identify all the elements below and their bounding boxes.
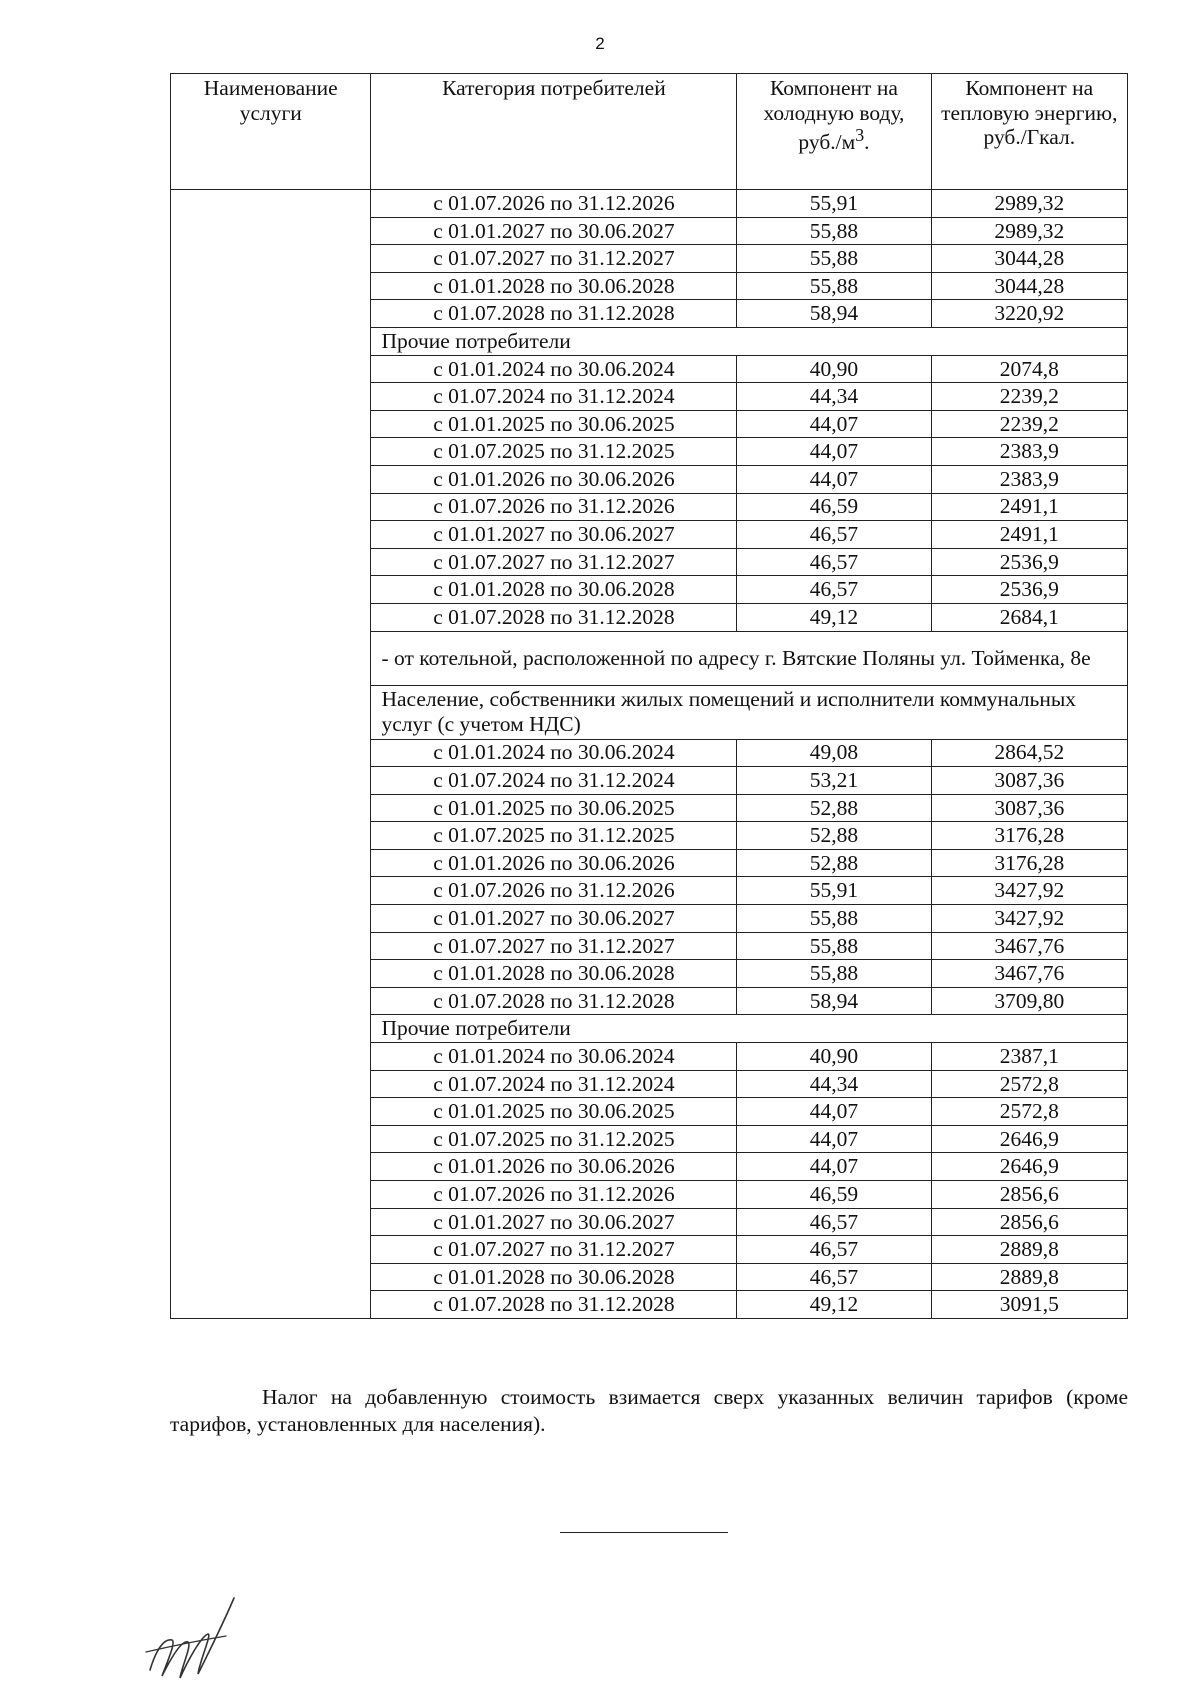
period-cell: с 01.07.2026 по 31.12.2026 xyxy=(371,1181,737,1209)
heat-value: 2646,9 xyxy=(931,1153,1127,1181)
cold-water-value: 55,91 xyxy=(737,190,931,218)
heat-value: 3176,28 xyxy=(931,849,1127,877)
cold-water-value: 55,88 xyxy=(737,245,931,273)
cold-water-value: 55,88 xyxy=(737,217,931,245)
period-cell: с 01.07.2027 по 31.12.2027 xyxy=(371,548,737,576)
cold-water-value: 55,91 xyxy=(737,877,931,905)
period-cell: с 01.01.2027 по 30.06.2027 xyxy=(371,217,737,245)
heat-value: 2989,32 xyxy=(931,217,1127,245)
period-cell: с 01.01.2025 по 30.06.2025 xyxy=(371,1098,737,1126)
cold-water-value: 40,90 xyxy=(737,355,931,383)
category-label: Население, собственники жилых помещений и исполнители коммунальных услуг (с учетом НДС) xyxy=(371,685,1128,739)
heat-value: 2491,1 xyxy=(931,493,1127,521)
cold-water-value: 44,07 xyxy=(737,1098,931,1126)
period-cell: с 01.07.2024 по 31.12.2024 xyxy=(371,383,737,411)
cold-water-value: 44,34 xyxy=(737,1070,931,1098)
tariff-table xyxy=(170,73,1128,1319)
period-cell: с 01.01.2026 по 30.06.2026 xyxy=(371,465,737,493)
cold-water-value: 52,88 xyxy=(737,794,931,822)
cold-water-value: 55,88 xyxy=(737,960,931,988)
header-cold-water-sup: 3 xyxy=(855,125,865,146)
cold-water-value: 46,59 xyxy=(737,1181,931,1209)
cold-water-value: 46,57 xyxy=(737,576,931,604)
heat-value: 2572,8 xyxy=(931,1098,1127,1126)
period-cell: с 01.07.2028 по 31.12.2028 xyxy=(371,603,737,631)
period-cell: с 01.07.2028 по 31.12.2028 xyxy=(371,300,737,328)
heat-value: 2989,32 xyxy=(931,190,1127,218)
cold-water-value: 58,94 xyxy=(737,987,931,1015)
period-cell: с 01.07.2028 по 31.12.2028 xyxy=(371,1291,737,1319)
period-cell: с 01.01.2026 по 30.06.2026 xyxy=(371,849,737,877)
heat-value: 3467,76 xyxy=(931,932,1127,960)
heat-value: 3220,92 xyxy=(931,300,1127,328)
period-cell: с 01.07.2028 по 31.12.2028 xyxy=(371,987,737,1015)
cold-water-value: 46,59 xyxy=(737,493,931,521)
period-cell: с 01.07.2027 по 31.12.2027 xyxy=(371,245,737,273)
period-cell: с 01.01.2024 по 30.06.2024 xyxy=(371,739,737,767)
period-cell: с 01.01.2025 по 30.06.2025 xyxy=(371,410,737,438)
cold-water-value: 40,90 xyxy=(737,1043,931,1071)
category-label: - от котельной, расположенной по адресу г. Вятские Поляны ул. Тойменка, 8е xyxy=(371,631,1128,685)
cold-water-value: 49,12 xyxy=(737,603,931,631)
cold-water-value: 55,88 xyxy=(737,932,931,960)
service-name-cell xyxy=(171,190,371,1319)
heat-value: 2239,2 xyxy=(931,410,1127,438)
header-cold-water xyxy=(737,74,931,190)
heat-value: 3709,80 xyxy=(931,987,1127,1015)
period-cell: с 01.07.2024 по 31.12.2024 xyxy=(371,767,737,795)
closing-rule xyxy=(560,1532,728,1533)
cold-water-value: 44,07 xyxy=(737,465,931,493)
header-heat: Компонент на тепловую энергию, руб./Гкал. xyxy=(931,74,1127,190)
period-cell: с 01.07.2025 по 31.12.2025 xyxy=(371,822,737,850)
cold-water-value: 46,57 xyxy=(737,521,931,549)
cold-water-value: 46,57 xyxy=(737,548,931,576)
heat-value: 2684,1 xyxy=(931,603,1127,631)
cold-water-value: 44,07 xyxy=(737,1125,931,1153)
cold-water-value: 52,88 xyxy=(737,849,931,877)
period-cell: с 01.01.2028 по 30.06.2028 xyxy=(371,960,737,988)
heat-value: 2889,8 xyxy=(931,1263,1127,1291)
heat-value: 2889,8 xyxy=(931,1236,1127,1264)
heat-value: 3467,76 xyxy=(931,960,1127,988)
period-cell: с 01.01.2028 по 30.06.2028 xyxy=(371,272,737,300)
period-cell: с 01.01.2025 по 30.06.2025 xyxy=(371,794,737,822)
heat-value: 2383,9 xyxy=(931,438,1127,466)
heat-value: 3091,5 xyxy=(931,1291,1127,1319)
period-cell: с 01.01.2024 по 30.06.2024 xyxy=(371,355,737,383)
heat-value: 2074,8 xyxy=(931,355,1127,383)
cold-water-value: 44,34 xyxy=(737,383,931,411)
cold-water-value: 46,57 xyxy=(737,1208,931,1236)
heat-value: 2646,9 xyxy=(931,1125,1127,1153)
vat-note: Налог на добавленную стоимость взимается сверх указанных величин тарифов (кроме тарифов, установленных для населения). xyxy=(170,1385,1128,1436)
cold-water-value: 52,88 xyxy=(737,822,931,850)
period-cell: с 01.01.2028 по 30.06.2028 xyxy=(371,576,737,604)
heat-value: 2239,2 xyxy=(931,383,1127,411)
cold-water-value: 44,07 xyxy=(737,410,931,438)
header-cold-water-text: Компонент на холодную воду, руб./м xyxy=(763,76,905,155)
cold-water-value: 44,07 xyxy=(737,1153,931,1181)
header-service: Наименование услуги xyxy=(171,74,371,190)
cold-water-value: 46,57 xyxy=(737,1236,931,1264)
header-category: Категория потребителей xyxy=(371,74,737,190)
period-cell: с 01.07.2024 по 31.12.2024 xyxy=(371,1070,737,1098)
cold-water-value: 55,88 xyxy=(737,905,931,933)
heat-value: 2856,6 xyxy=(931,1181,1127,1209)
period-cell: с 01.07.2025 по 31.12.2025 xyxy=(371,438,737,466)
heat-value: 3044,28 xyxy=(931,272,1127,300)
period-cell: с 01.01.2027 по 30.06.2027 xyxy=(371,905,737,933)
heat-value: 2572,8 xyxy=(931,1070,1127,1098)
heat-value: 2856,6 xyxy=(931,1208,1127,1236)
heat-value: 2383,9 xyxy=(931,465,1127,493)
signature-icon xyxy=(142,1590,252,1685)
cold-water-value: 53,21 xyxy=(737,767,931,795)
period-cell: с 01.07.2027 по 31.12.2027 xyxy=(371,932,737,960)
cold-water-value: 46,57 xyxy=(737,1263,931,1291)
heat-value: 2387,1 xyxy=(931,1043,1127,1071)
heat-value: 3087,36 xyxy=(931,767,1127,795)
table-row xyxy=(171,190,1128,218)
period-cell: с 01.07.2026 по 31.12.2026 xyxy=(371,877,737,905)
page-number: 2 xyxy=(595,34,605,53)
period-cell: с 01.07.2027 по 31.12.2027 xyxy=(371,1236,737,1264)
period-cell: с 01.07.2026 по 31.12.2026 xyxy=(371,493,737,521)
heat-value: 2491,1 xyxy=(931,521,1127,549)
heat-value: 2536,9 xyxy=(931,548,1127,576)
cold-water-value: 58,94 xyxy=(737,300,931,328)
heat-value: 2536,9 xyxy=(931,576,1127,604)
heat-value: 3044,28 xyxy=(931,245,1127,273)
heat-value: 3427,92 xyxy=(931,877,1127,905)
heat-value: 3087,36 xyxy=(931,794,1127,822)
category-label: Прочие потребители xyxy=(371,327,1128,355)
period-cell: с 01.01.2026 по 30.06.2026 xyxy=(371,1153,737,1181)
heat-value: 2864,52 xyxy=(931,739,1127,767)
cold-water-value: 44,07 xyxy=(737,438,931,466)
header-cold-water-tail: . xyxy=(864,130,870,155)
category-label: Прочие потребители xyxy=(371,1015,1128,1043)
period-cell: с 01.07.2025 по 31.12.2025 xyxy=(371,1125,737,1153)
period-cell: с 01.01.2024 по 30.06.2024 xyxy=(371,1043,737,1071)
cold-water-value: 55,88 xyxy=(737,272,931,300)
table-header-row xyxy=(171,74,1128,190)
period-cell: с 01.01.2027 по 30.06.2027 xyxy=(371,521,737,549)
heat-value: 3176,28 xyxy=(931,822,1127,850)
table-body xyxy=(171,190,1128,1319)
cold-water-value: 49,12 xyxy=(737,1291,931,1319)
period-cell: с 01.01.2028 по 30.06.2028 xyxy=(371,1263,737,1291)
cold-water-value: 49,08 xyxy=(737,739,931,767)
heat-value: 3427,92 xyxy=(931,905,1127,933)
period-cell: с 01.01.2027 по 30.06.2027 xyxy=(371,1208,737,1236)
period-cell: с 01.07.2026 по 31.12.2026 xyxy=(371,190,737,218)
